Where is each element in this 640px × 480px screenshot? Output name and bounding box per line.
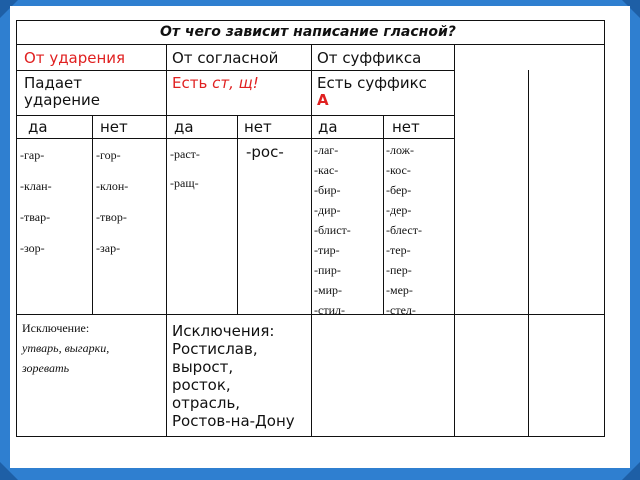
answer-stress-yes: да xyxy=(28,118,48,136)
list-item: -мир- xyxy=(314,283,343,297)
list-item: -кос- xyxy=(386,163,411,177)
list-item: -твор- xyxy=(96,210,127,224)
grid-line xyxy=(92,115,93,314)
list-item: -тир- xyxy=(314,243,340,257)
list-item: -зор- xyxy=(20,241,45,255)
list-item: -кас- xyxy=(314,163,339,177)
list-item: -стел- xyxy=(386,303,416,317)
list-item: -блист- xyxy=(314,223,351,237)
answer-suffix-yes: да xyxy=(318,118,338,136)
list-item: -мер- xyxy=(386,283,413,297)
exception-consonant-line: Исключения: xyxy=(172,322,275,340)
exception-stress-label: Исключение: xyxy=(22,321,90,335)
list-item: -пир- xyxy=(314,263,341,277)
list-item: -гар- xyxy=(20,148,45,162)
list-item: -блест- xyxy=(386,223,422,237)
grid-line xyxy=(16,115,454,116)
slide-content xyxy=(10,6,630,468)
exception-consonant-line: Ростислав, xyxy=(172,340,258,358)
header-suffix: От суффикса xyxy=(317,49,422,67)
condition-suffix xyxy=(317,75,427,109)
grid-line xyxy=(604,20,605,437)
roots-suffix-yes xyxy=(314,140,351,320)
roots-stress-no xyxy=(96,140,128,264)
grid-line xyxy=(311,44,312,437)
grid-line xyxy=(454,44,455,437)
grid-line xyxy=(16,20,604,21)
grid-line xyxy=(16,20,17,437)
grid-line xyxy=(16,70,454,71)
answer-suffix-no: нет xyxy=(392,118,420,136)
condition-consonant xyxy=(172,75,259,92)
grid-line xyxy=(16,138,454,139)
answer-consonant-no: нет xyxy=(244,118,272,136)
grid-line xyxy=(383,115,384,314)
grid-line xyxy=(528,70,529,437)
grid-line xyxy=(166,44,167,437)
grid-line xyxy=(16,436,604,437)
list-item: -твар- xyxy=(20,210,51,224)
list-item: -бир- xyxy=(314,183,341,197)
exception-consonant-line: отрасль, xyxy=(172,394,241,412)
list-item: -бер- xyxy=(386,183,412,197)
list-item: -лаг- xyxy=(314,143,339,157)
roots-consonant-no xyxy=(246,144,284,161)
header-consonant: От согласной xyxy=(172,49,279,67)
list-item: -дир- xyxy=(314,203,341,217)
list-item: -ращ- xyxy=(170,176,199,190)
exception-stress-word: зоревать xyxy=(22,361,70,375)
table-title: От чего зависит написание гласной? xyxy=(160,24,456,40)
condition-suffix-prefix: Есть суффикс xyxy=(317,74,427,92)
grid-line xyxy=(16,314,604,315)
condition-suffix-letter: А xyxy=(317,91,329,109)
list-item: -рос- xyxy=(246,143,284,161)
exception-consonant xyxy=(172,322,295,430)
list-item: -клан- xyxy=(20,179,52,193)
exception-stress-word: утварь, выгарки, xyxy=(22,341,110,355)
list-item: -лож- xyxy=(386,143,414,157)
grid-line xyxy=(237,115,238,314)
roots-suffix-no xyxy=(386,140,422,320)
condition-consonant-letters: ст, щ! xyxy=(212,74,259,92)
answer-stress-no: нет xyxy=(100,118,128,136)
list-item: -клон- xyxy=(96,179,129,193)
answer-consonant-yes: да xyxy=(174,118,194,136)
list-item: -раст- xyxy=(170,147,200,161)
list-item: -дер- xyxy=(386,203,412,217)
exception-consonant-line: вырост, xyxy=(172,358,234,376)
grid-line xyxy=(16,44,604,45)
exception-stress xyxy=(22,318,109,378)
list-item: -гор- xyxy=(96,148,121,162)
exception-consonant-line: росток, xyxy=(172,376,231,394)
list-item: -пер- xyxy=(386,263,412,277)
roots-stress-yes xyxy=(20,140,52,264)
condition-consonant-prefix: Есть xyxy=(172,74,213,92)
exception-consonant-line: Ростов-на-Дону xyxy=(172,412,295,430)
header-stress: От ударения xyxy=(24,49,126,67)
list-item: -тер- xyxy=(386,243,411,257)
roots-consonant-yes xyxy=(170,140,200,198)
list-item: -зар- xyxy=(96,241,121,255)
list-item: -стил- xyxy=(314,303,345,317)
condition-stress: Падает ударение xyxy=(24,74,100,109)
